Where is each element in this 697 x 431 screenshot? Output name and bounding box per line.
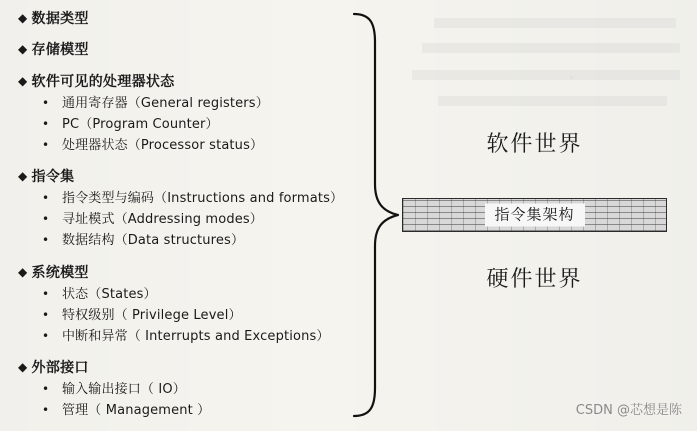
section-instruction-set <box>18 168 343 251</box>
section-heading: ◆ 软件可见的处理器状态 <box>18 73 269 91</box>
section-processor-state <box>18 73 269 156</box>
software-world-label: 软件世界 <box>486 132 583 157</box>
section-external-interfaces <box>18 359 210 421</box>
section-system-model <box>18 264 330 347</box>
list-item: • 处理器状态（Processor status） <box>18 135 269 156</box>
section-memory-model <box>18 41 89 59</box>
faded-background-line <box>434 18 676 28</box>
faded-background-line <box>422 43 680 53</box>
list-item: • 中断和异常（ Interrupts and Exceptions） <box>18 326 330 347</box>
section-item-list <box>18 188 343 251</box>
list-item: • 状态（States） <box>18 284 330 305</box>
section-item-list <box>18 93 269 156</box>
faded-background-line <box>438 96 667 106</box>
section-heading: ◆ 系统模型 <box>18 264 330 282</box>
section-heading: ◆ 指令集 <box>18 168 343 186</box>
list-item: • 特权级别（ Privilege Level） <box>18 305 330 326</box>
section-heading: ◆ 外部接口 <box>18 359 210 377</box>
list-item: • 管理（ Management ） <box>18 400 210 421</box>
instruction-set-architecture-bar <box>402 198 667 232</box>
instruction-set-architecture-label: 指令集架构 <box>484 204 584 227</box>
section-data-types <box>18 10 89 28</box>
section-item-list <box>18 284 330 347</box>
section-heading: ◆ 数据类型 <box>18 10 89 28</box>
list-item: • 数据结构（Data structures） <box>18 230 343 251</box>
faded-background-line <box>412 70 680 80</box>
right-curly-brace-icon <box>352 8 400 422</box>
list-item: • 寻址模式（Addressing modes） <box>18 209 343 230</box>
section-item-list <box>18 379 210 421</box>
section-heading: ◆ 存储模型 <box>18 41 89 59</box>
watermark: CSDN @芯想是陈 <box>575 403 682 418</box>
list-item: • PC（Program Counter） <box>18 114 269 135</box>
list-item: • 指令类型与编码（Instructions and formats） <box>18 188 343 209</box>
list-item: • 通用寄存器（General registers） <box>18 93 269 114</box>
hardware-world-label: 硬件世界 <box>486 267 583 292</box>
list-item: • 输入输出接口（ IO） <box>18 379 210 400</box>
